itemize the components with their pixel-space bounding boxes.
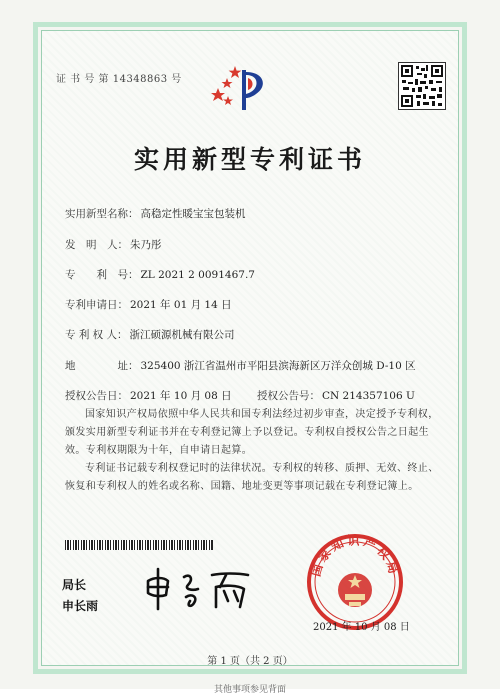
field-inventor [65, 237, 162, 252]
field-value: 325400 浙江省温州市平阳县滨海新区万洋众创城 D-10 区 [140, 360, 416, 372]
field-utility-model-name [65, 206, 246, 221]
field-value: 高稳定性暖宝宝包装机 [140, 208, 246, 220]
field-label: 发 明 人： [65, 239, 128, 251]
field-value: 浙江硕源机械有限公司 [129, 329, 235, 341]
field-label: 专利申请日： [65, 299, 128, 311]
field-address [65, 358, 416, 373]
field-application-date [65, 297, 232, 312]
qr-code-icon [398, 62, 446, 110]
svg-text:国家知识产权局 [309, 533, 402, 578]
field-label: 地 址： [65, 360, 139, 372]
certificate-number: 证 书 号 第 14348863 号 [56, 74, 182, 85]
grant-date-value: 2021 年 10 月 08 日 [130, 390, 232, 402]
signer-title: 局长 [62, 578, 87, 592]
paragraph-legal-status: 专利证书记载专利权登记时的法律状况。专利权的转移、质押、无效、终止、恢复和专利权人的姓名或名称、国籍、地址变更等事项记载在专利登记簿上。 [65, 463, 439, 492]
field-patent-number [65, 267, 255, 282]
field-value: 朱乃彤 [130, 239, 162, 251]
field-value: ZL 2021 2 0091467.7 [140, 269, 255, 281]
page-number: 第 1 页（共 2 页） [207, 656, 293, 667]
field-label: 专 利 权 人： [65, 329, 128, 341]
handwritten-signature-icon [140, 563, 260, 613]
grant-announce-label: 授权公告号： [256, 390, 320, 402]
official-seal-icon [305, 532, 405, 632]
certificate-title: 实用新型专利证书 [133, 145, 366, 174]
field-value: 2021 年 01 月 14 日 [130, 299, 232, 311]
seal-date: 2021 年 10 月 08 日 [313, 622, 410, 633]
field-patentee [65, 327, 235, 342]
field-label: 专 利 号： [65, 269, 139, 281]
barcode [65, 540, 213, 550]
seal-text: 国家知识产权局 [308, 533, 402, 579]
grant-announce-value: CN 214357106 U [321, 390, 415, 402]
field-grant-info [65, 388, 415, 403]
signer-name: 申长雨 [62, 599, 99, 613]
footer-note: 其他事项参见背面 [213, 685, 286, 695]
grant-date-label: 授权公告日： [65, 390, 128, 402]
field-label: 实用新型名称： [65, 208, 139, 220]
paragraph-grant-notice: 国家知识产权局依照中华人民共和国专利法经过初步审查，决定授予专利权，颁发实用新型专利证书并在专利登记簿上予以登记。专利权自授权公告之日起生效。专利权期限为十年，自申请日起算。 [65, 409, 439, 456]
cnipa-logo-icon [208, 64, 272, 114]
